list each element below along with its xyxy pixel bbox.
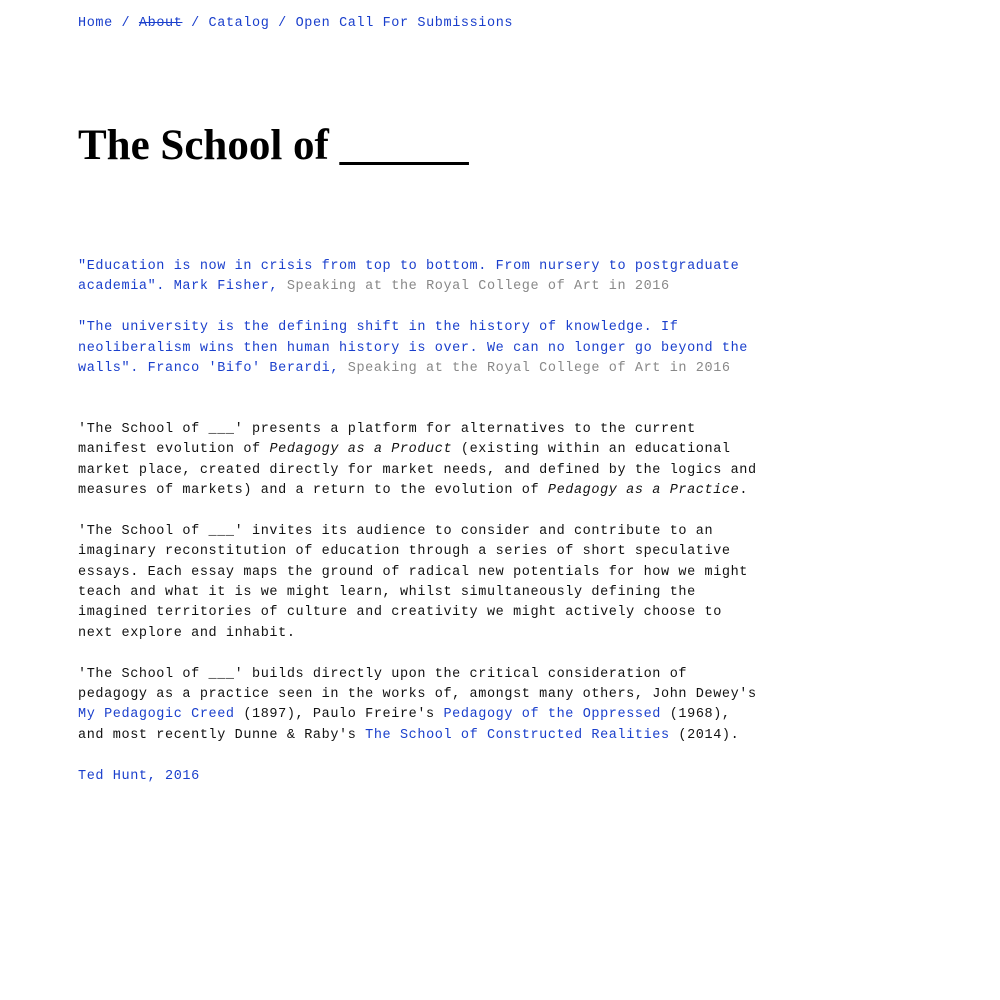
paragraph-text: 'The School of ___' presents a platform for alternatives to the current manifest evolution of bbox=[78, 421, 696, 458]
breadcrumb-separator: / bbox=[278, 16, 296, 31]
quote-source: Speaking at the Royal College of Art in 2016 bbox=[286, 279, 670, 295]
breadcrumb-home-link[interactable]: Home bbox=[78, 16, 113, 31]
quote-franco-berardi bbox=[78, 318, 758, 379]
paragraph-text: (1897), Paulo Freire's bbox=[234, 707, 444, 723]
breadcrumb-open-call-link[interactable]: Open Call For Submissions bbox=[295, 16, 514, 31]
main-content bbox=[78, 257, 758, 787]
breadcrumb bbox=[78, 14, 513, 34]
quote-text: "The university is the defining shift in the history of knowledge. If neoliberalism wins then human history is over. We can no longer go beyond the walls". Franco 'Bifo' Berardi, bbox=[78, 320, 749, 377]
paragraph-text: (2014). bbox=[669, 727, 740, 743]
breadcrumb-about-link[interactable]: About bbox=[138, 16, 183, 31]
emphasis-pedagogy-practice: Pedagogy as a Practice bbox=[547, 483, 740, 499]
quote-mark-fisher bbox=[78, 257, 758, 298]
link-school-of-constructed-realities[interactable]: The School of Constructed Realities bbox=[365, 727, 670, 743]
link-pedagogy-of-the-oppressed[interactable]: Pedagogy of the Oppressed bbox=[443, 707, 662, 723]
paragraph-text: 'The School of ___' builds directly upon the critical consideration of pedagogy as a practice seen in the works of, amongst many others, John Dewey's bbox=[78, 666, 757, 703]
breadcrumb-catalog-link[interactable]: Catalog bbox=[208, 16, 270, 31]
page-title: The School of ______ bbox=[78, 122, 469, 169]
intro-paragraph bbox=[78, 420, 758, 502]
breadcrumb-separator: / bbox=[191, 16, 209, 31]
paragraph-text: (existing within an educational market place, created directly for market needs, and defined by the logics and measures of markets) and a return to the evolution of bbox=[78, 442, 757, 499]
quote-text: "Education is now in crisis from top to bottom. From nursery to postgraduate academia". Mark Fisher, bbox=[78, 259, 740, 295]
spacer bbox=[78, 400, 758, 420]
emphasis-pedagogy-product: Pedagogy as a Product bbox=[269, 442, 453, 458]
paragraph-text: (1968), and most recently Dunne & Raby's bbox=[78, 707, 731, 743]
references-paragraph bbox=[78, 665, 758, 747]
invitation-paragraph: 'The School of ___' invites its audience to consider and contribute to an imaginary reconstitution of education through a series of short speculative essays. Each essay maps the ground of radical new potentials for how we might teach and what it is we might learn, whilst simultaneously defining the imagined territories of culture and creativity we might actively choose to next explore and inhabit. bbox=[78, 523, 749, 641]
paragraph-text: . bbox=[739, 483, 749, 499]
author-signature-link[interactable]: Ted Hunt, 2016 bbox=[78, 768, 200, 784]
link-my-pedagogic-creed[interactable]: My Pedagogic Creed bbox=[78, 707, 235, 723]
quote-source: Speaking at the Royal College of Art in 2016 bbox=[347, 361, 731, 377]
breadcrumb-separator: / bbox=[121, 16, 139, 31]
